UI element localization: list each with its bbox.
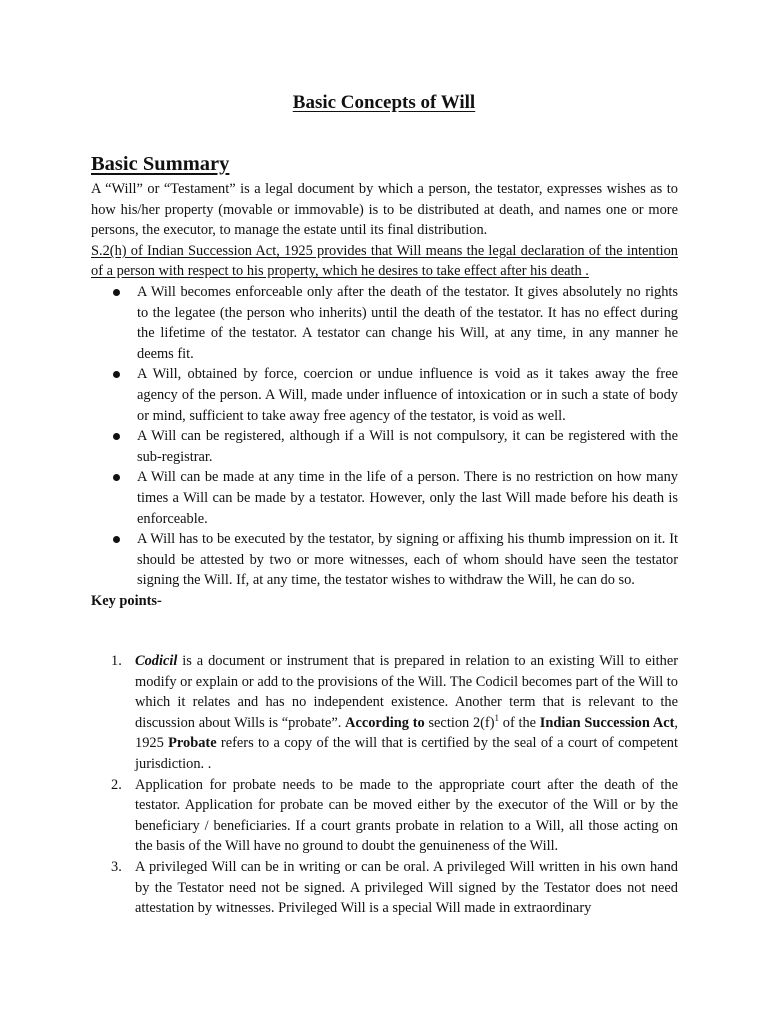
list-item: [91, 467, 678, 529]
point-text: refers to a copy of the will that is certified by the seal of a court of competent jurisdiction. .: [135, 735, 678, 772]
point-text: Application for probate needs to be made to the appropriate court after the death of the testator. Application for probate can be moved either by the executor of the Will or by the beneficiary / beneficiaries. If a court grants probate in relation to a Will, all those acting on the basis of the Will have no ground to doubt the genuineness of the Will.: [135, 776, 678, 855]
list-item: [91, 364, 678, 426]
section-heading-basic-summary: Basic Summary: [91, 153, 230, 175]
list-item: [91, 426, 678, 467]
intro-paragraph: A “Will” or “Testament” is a legal document by which a person, the testator, expresses wishes as to how his/her property (movable or immovable) is to be distributed at death, and names one or more persons, the executor, to manage the estate until its final distribution.: [91, 181, 678, 239]
document-title: Basic Concepts of Will: [292, 92, 476, 113]
list-number: 3.: [111, 858, 122, 875]
key-points-heading: Key points-: [91, 592, 162, 609]
footnote-marker: 1: [494, 712, 500, 723]
list-item: [91, 775, 678, 857]
bullet-icon: [113, 536, 120, 543]
point-bold-text: According to: [345, 714, 425, 731]
point-text: is a document or instrument that is prepared in relation to an existing Will to either modify or explain or add to the provisions of the Will. The Codicil becomes part of the Will to which it relates and has no independent existence. Another term that is relevant to the discussion about Wills is “probate”.: [135, 653, 678, 731]
point-text: section 2(f): [424, 714, 495, 731]
bullet-icon: [113, 289, 120, 296]
bullet-text: A Will can be registered, although if a Will is not compulsory, it can be registered with the sub-registrar.: [137, 428, 678, 465]
bullet-text: A Will has to be executed by the testator, by signing or affixing his thumb impression on it. It should be attested by two or more witnesses, each of whom should have seen the testator signing the Will. If, at any time, the testator wishes to withdraw the Will, he can do so.: [137, 531, 678, 589]
definition-paragraph: S.2(h) of Indian Succession Act, 1925 provides that Will means the legal declaration of the intention of a person with respect to his property, which he desires to take effect after his death .: [91, 242, 678, 280]
list-number: 1.: [111, 653, 122, 669]
list-item: [91, 857, 678, 919]
bullet-text: A Will can be made at any time in the life of a person. There is no restriction on how many times a Will can be made by a testator. However, only the last Will made before his death is enforceable.: [137, 469, 678, 527]
bullet-text: A Will, obtained by force, coercion or undue influence is void as it takes away the free agency of the person. A Will, made under influence of intoxication or in such a state of body or mind, sufficient to take away free agency of the testator, is void as well.: [137, 366, 678, 424]
bullet-text: A Will becomes enforceable only after the death of the testator. It gives absolutely no rights to the legatee (the person who inherits) until the death of the testator. It has no effect during the lifetime of the testator. A testator can change his Will, at any time, in any manner he deems fit.: [137, 283, 678, 362]
point-bold-text: Indian Succession Act: [539, 714, 675, 731]
list-number: 2.: [111, 776, 122, 793]
term-codicil: Codicil: [135, 653, 178, 669]
key-points-section: [91, 651, 678, 919]
numbered-list: [91, 651, 678, 919]
bullet-icon: [113, 433, 120, 440]
point-bold-text: Probate: [168, 735, 217, 752]
list-item: [91, 529, 678, 591]
bullet-icon: [113, 474, 120, 481]
list-item: [91, 282, 678, 364]
bullet-icon: [113, 371, 120, 378]
point-text: A privileged Will can be in writing or can be oral. A privileged Will written in his own hand by the Testator need not be signed. A privileged Will signed by the Testator does not need attestation by witnesses. Privileged Will is a special Will made in extraordinary: [135, 858, 678, 917]
summary-section: [91, 179, 678, 611]
list-item: [91, 651, 678, 775]
point-text: , 1925: [135, 714, 678, 752]
bullet-list: [91, 282, 678, 591]
point-text: of the: [499, 714, 540, 731]
